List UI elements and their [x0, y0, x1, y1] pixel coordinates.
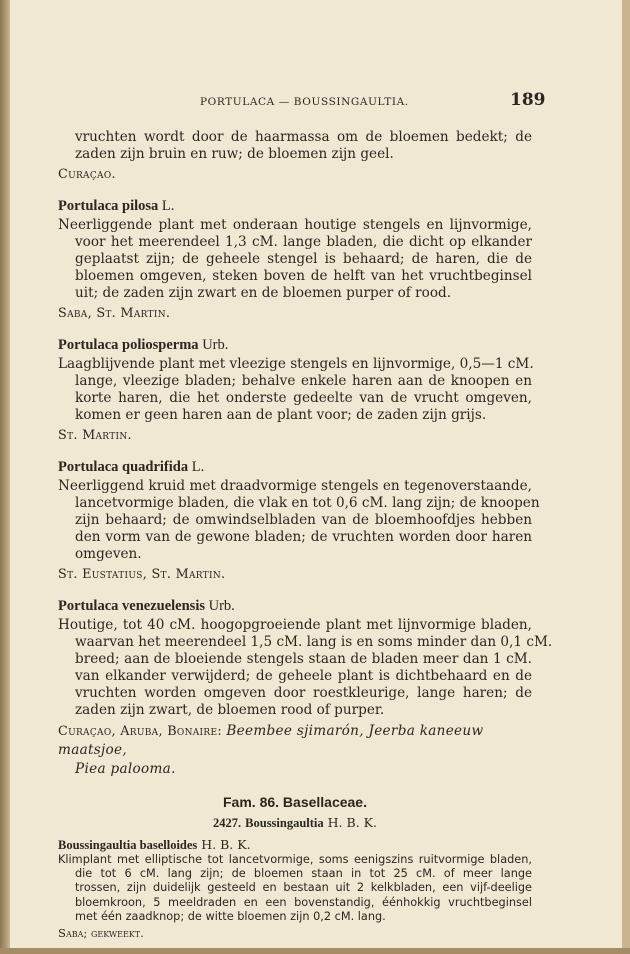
- text-line: komen er geen haren aan de plant voor; de zaden zijn grijs.: [75, 407, 487, 423]
- species-heading: [58, 597, 532, 615]
- text-line: die tot 6 cM. lang zijn; de bloemen staan in tot 25 cM. of meer lange: [75, 867, 532, 881]
- genus-heading: [58, 815, 532, 831]
- vernacular-names: Beembee sjimarón, Jeerba kaneeuw maatsjoe,: [58, 723, 484, 758]
- family-heading: Fam. 86. Basellaceae.: [223, 794, 367, 810]
- text-line: trossen, zijn duidelijk gesteeld en bestaan uit 2 kelkbladen, een vijf-deelige: [75, 881, 532, 895]
- species-heading: [58, 197, 532, 215]
- species-name: Portulaca venezuelensis: [58, 598, 205, 614]
- page-content: [58, 129, 553, 941]
- text-line: waarvan het meerendeel 1,5 cM. lang is en soms minder dan 0,1 cM.: [75, 634, 553, 650]
- species-author: L.: [191, 459, 205, 475]
- page-bottom-edge: [0, 948, 630, 954]
- text-line: zijn behaard; de omwindselbladen van de bloemhoofdjes hebben: [75, 512, 532, 528]
- locality-line-continued: [58, 760, 532, 779]
- text-line: zaden zijn bruin en ruw; de bloemen zijn geel.: [75, 146, 394, 162]
- genus-author: H. B. K.: [327, 815, 377, 830]
- species-name: Portulaca poliosperma: [58, 337, 199, 353]
- text-line: Houtige, tot 40 cM. hoogopgroeiende plant met lijnvormige bladen,: [58, 617, 532, 633]
- text-line: zaden zijn zwart, de bloemen rood of purper.: [75, 702, 385, 718]
- genus-name: Boussingaultia: [245, 816, 324, 830]
- text-line: Neerliggende plant met onderaan houtige stengels en lijnvormige,: [58, 217, 532, 233]
- locality-names: Curaçao, Aruba, Bonaire:: [58, 724, 222, 739]
- text-line: breed; aan de bloeiende stengels staan de bladen meer dan 1 cM.: [75, 651, 532, 667]
- genus-number: 2427.: [213, 816, 242, 830]
- page-number: 189: [510, 90, 546, 110]
- species-description: [58, 356, 532, 424]
- locality-line: [58, 722, 532, 760]
- vernacular-names: Piea palooma.: [75, 761, 176, 777]
- book-page: [10, 0, 622, 948]
- species-author: L.: [161, 198, 175, 214]
- species-author: Urb.: [202, 337, 229, 353]
- locality-line: Curaçao.: [58, 167, 116, 182]
- species-description: [58, 478, 540, 563]
- text-line: korte haren, die het onderste gedeelte van de vrucht omgeven,: [75, 390, 532, 406]
- text-line: bloemkroon, 5 meeldraden en een bovenstandig, éénhokkig vruchtbeginsel: [75, 895, 532, 909]
- locality-line: St. Eustatius, St. Martin.: [58, 567, 226, 582]
- text-line: voor het meerendeel 1,3 cM. lange bladen, die dicht op elkander: [75, 234, 532, 250]
- species-author: H. B. K.: [201, 837, 251, 852]
- species-heading: [58, 837, 532, 853]
- text-line: vruchten worden omgeven door roestkleurige, lange haren; de: [75, 685, 532, 701]
- text-line: Klimplant met elliptische tot lancetvormige, soms eenigszins ruitvormige bladen,: [58, 853, 532, 866]
- text-line: uit; de zaden zijn zwart en de bloemen purper of rood.: [75, 285, 452, 301]
- locality-line: Saba; gekweekt.: [58, 925, 144, 940]
- text-line: Laagblijvende plant met vleezige stengels en lijnvormige, 0,5—1 cM.: [58, 356, 534, 372]
- text-line: geplaatst zijn; de geheele stengel is behaard; de haren, die de: [75, 251, 532, 267]
- species-name: Portulaca quadrifida: [58, 459, 189, 475]
- species-description: [58, 217, 532, 302]
- text-line: Neerliggend kruid met draadvormige stengels en tegenoverstaande,: [58, 478, 532, 494]
- species-description: [58, 853, 532, 924]
- species-heading: [58, 336, 532, 354]
- text-line: omgeven.: [75, 546, 142, 562]
- species-description: [58, 617, 553, 719]
- text-line: lange, vleezige bladen; behalve enkele haren aan de knoopen en: [75, 373, 532, 389]
- text-line: lancetvormige bladen, die vlak en tot 0,6 cM. lang zijn; de knoopen: [75, 495, 540, 511]
- species-name: Portulaca pilosa: [58, 198, 159, 214]
- species-heading: [58, 458, 532, 476]
- text-line: bloemen omgeven, steken boven de helft van het vruchtbeginsel: [75, 268, 532, 284]
- intro-paragraph: [58, 129, 532, 163]
- text-line: van elkander verwijderd; de geheele plant is dichtbehaard en de: [75, 668, 532, 684]
- text-line: vruchten wordt door de haarmassa om de bloemen bedekt; de: [75, 129, 532, 145]
- locality-line: St. Martin.: [58, 428, 132, 443]
- text-line: met één zaadknop; de witte bloemen zijn 0,2 cM. lang.: [75, 909, 386, 923]
- running-head: PORTULACA — BOUSSINGAULTIA.: [200, 96, 409, 108]
- locality-line: Saba, St. Martin.: [58, 306, 171, 321]
- text-line: den vorm van de gewone bladen; de vruchten worden door haren: [75, 529, 532, 545]
- species-name: Boussingaultia baselloides: [58, 838, 198, 852]
- species-author: Urb.: [208, 598, 235, 614]
